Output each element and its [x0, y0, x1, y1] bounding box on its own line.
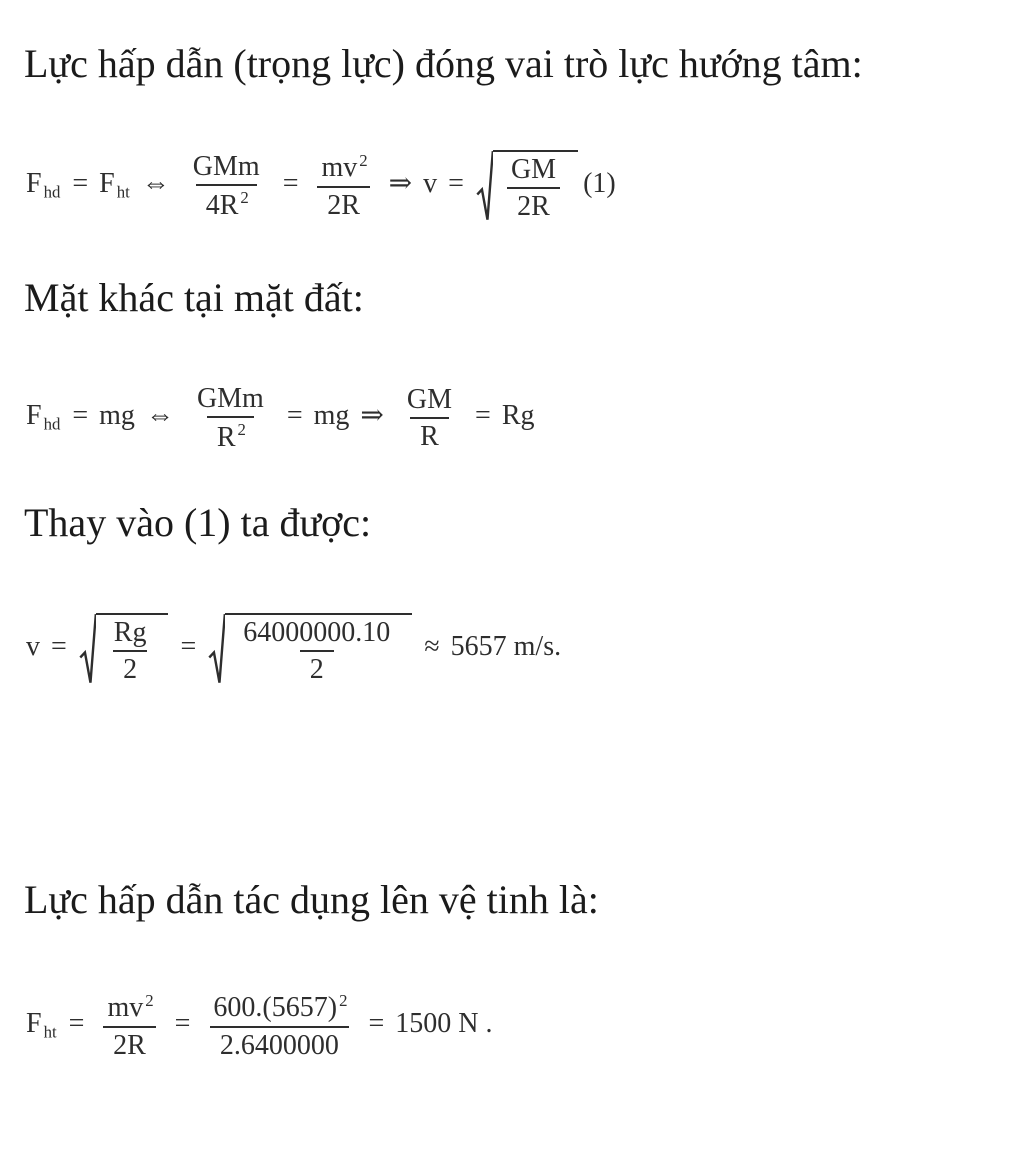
- math-text: 64000000.10: [243, 617, 391, 648]
- formula-velocity-result: [24, 613, 563, 685]
- math-numerator: [312, 152, 376, 186]
- math-text: 600.(5657): [213, 992, 338, 1024]
- math-numerator: [501, 155, 566, 187]
- math-text: GM: [406, 383, 453, 415]
- math-numerator: [203, 992, 355, 1026]
- math-operator: ⇔: [141, 168, 170, 200]
- math-denominator: [410, 417, 449, 451]
- math-operator: ⇔: [145, 400, 174, 432]
- math-denominator: [210, 1026, 349, 1060]
- math-text: 4R: [205, 189, 239, 221]
- math-text: 2.6400000: [219, 1029, 339, 1061]
- math-text: F: [99, 168, 115, 200]
- math-fraction: [501, 155, 566, 222]
- math-subscript: ht: [43, 1023, 57, 1043]
- math-denominator: [317, 186, 370, 220]
- math-fraction: [397, 385, 462, 452]
- math-text: GM: [510, 154, 557, 185]
- math-text: R: [216, 421, 236, 453]
- math-operator: =: [286, 400, 303, 432]
- math-text: F: [26, 168, 42, 200]
- math-text: v: [26, 631, 40, 663]
- math-superscript: 2: [145, 991, 154, 1010]
- math-text: 2R: [517, 191, 550, 223]
- math-superscript: 2: [240, 188, 249, 208]
- math-operator: =: [72, 168, 89, 200]
- math-text: v: [423, 168, 438, 200]
- math-operator: =: [282, 168, 299, 200]
- math-operator: =: [51, 631, 67, 663]
- math-fraction: [312, 152, 376, 220]
- math-denominator: [113, 650, 147, 684]
- math-square-root: [476, 150, 578, 222]
- math-denominator: [300, 650, 334, 684]
- math-fraction: [183, 152, 270, 220]
- radical-sign-icon: [208, 613, 225, 685]
- math-text: mg: [313, 400, 350, 432]
- math-operator: =: [448, 168, 464, 200]
- math-operator: ⇒: [360, 400, 384, 432]
- math-text: 1500 N .: [395, 1008, 493, 1040]
- math-text: GMm: [196, 383, 264, 414]
- math-text: 2: [309, 654, 324, 686]
- math-fraction: [187, 384, 274, 452]
- math-numerator: [97, 992, 161, 1026]
- math-superscript: 2: [339, 991, 348, 1010]
- math-denominator: [103, 1026, 156, 1060]
- math-square-root: [79, 613, 169, 685]
- math-superscript: 2: [237, 420, 246, 440]
- math-text: Rg: [501, 400, 535, 432]
- math-subscript: ht: [116, 182, 130, 202]
- statement-gravity-as-centripetal: Lực hấp dẫn (trọng lực) đóng vai trò lực hướng tâm:: [24, 41, 863, 86]
- math-numerator: [397, 385, 462, 417]
- radical-sign-icon: [79, 613, 96, 685]
- statement-substitute-into-1: Thay vào (1) ta được:: [24, 500, 372, 545]
- math-text: 2R: [327, 189, 360, 221]
- math-text: R: [420, 421, 439, 453]
- math-operator: ⇒: [388, 168, 413, 200]
- math-operator: ≈: [424, 631, 440, 663]
- math-radicand: [225, 613, 412, 685]
- math-text: GMm: [192, 150, 260, 182]
- math-subscript: hd: [43, 182, 61, 202]
- math-numerator: [183, 152, 270, 184]
- radical-sign-icon: [476, 150, 493, 222]
- statement-at-ground-level: Mặt khác tại mặt đất:: [24, 275, 364, 320]
- math-denominator: [196, 184, 257, 220]
- math-fraction: [97, 992, 161, 1060]
- math-operator: =: [72, 400, 89, 432]
- math-fraction: [203, 992, 355, 1060]
- math-radicand: [493, 150, 578, 222]
- math-operator: =: [180, 631, 197, 663]
- math-text: F: [26, 400, 42, 432]
- math-radicand: [96, 613, 169, 685]
- math-text: (1): [583, 168, 616, 200]
- math-operator: =: [68, 1008, 85, 1040]
- formula-centripetal-velocity: [24, 150, 618, 222]
- statement-force-on-satellite: Lực hấp dẫn tác dụng lên vệ tinh là:: [24, 877, 599, 922]
- math-denominator: [507, 187, 560, 221]
- math-operator: =: [174, 1008, 191, 1040]
- math-denominator: [207, 416, 254, 452]
- math-numerator: [233, 618, 400, 650]
- math-text: 5657 m/s.: [450, 631, 562, 663]
- formula-force-result: [24, 992, 494, 1060]
- math-fraction: [233, 618, 400, 685]
- math-numerator: [187, 384, 274, 416]
- math-text: mv: [321, 152, 358, 184]
- math-subscript: hd: [43, 415, 61, 435]
- math-text: 2R: [113, 1029, 146, 1061]
- math-numerator: [104, 618, 157, 650]
- math-operator: =: [368, 1008, 385, 1040]
- math-text: 2: [123, 654, 138, 686]
- math-fraction: [104, 618, 157, 685]
- math-square-root: [208, 613, 412, 685]
- math-text: F: [26, 1008, 42, 1040]
- math-operator: =: [475, 400, 491, 432]
- math-text: Rg: [113, 617, 147, 648]
- math-text: mg: [99, 400, 135, 432]
- math-text: mv: [107, 992, 144, 1024]
- formula-surface-gravity: [24, 384, 537, 452]
- math-superscript: 2: [359, 150, 368, 170]
